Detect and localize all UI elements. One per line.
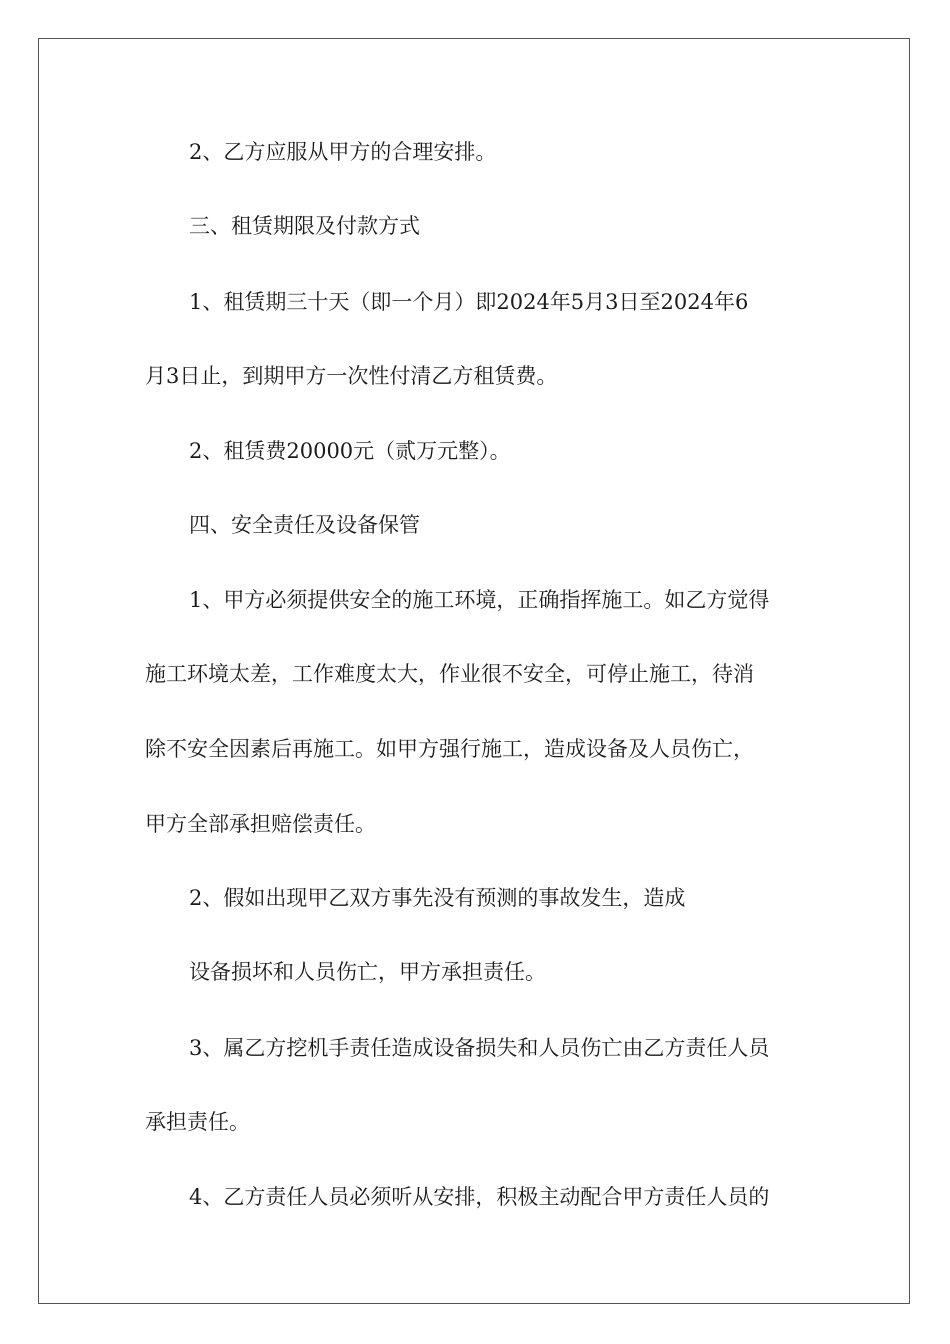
text-line: 设备损坏和人员伤亡，甲方承担责任。 (189, 960, 546, 984)
section-heading: 四、安全责任及设备保管 (189, 513, 420, 537)
text-line: 除不安全因素后再施工。如甲方强行施工，造成设备及人员伤亡， (145, 737, 754, 761)
text-line: 承担责任。 (145, 1110, 250, 1134)
text-line: 4、乙方责任人员必须听从安排，积极主动配合甲方责任人员的 (189, 1185, 770, 1209)
text-line: 3、属乙方挖机手责任造成设备损失和人员伤亡由乙方责任人员 (189, 1036, 770, 1060)
section-heading: 三、租赁期限及付款方式 (189, 214, 420, 238)
text-line: 月3日止，到期甲方一次性付清乙方租赁费。 (145, 364, 558, 388)
text-line: 1、甲方必须提供安全的施工环境，正确指挥施工。如乙方觉得 (189, 588, 770, 612)
text-line: 施工环境太差，工作难度太大，作业很不安全，可停止施工，待消 (145, 662, 754, 686)
text-line: 1、租赁期三十天（即一个月）即2024年5月3日至2024年6 (189, 290, 749, 314)
text-line: 2、假如出现甲乙双方事先没有预测的事故发生，造成 (189, 886, 686, 910)
text-line: 甲方全部承担赔偿责任。 (145, 812, 376, 836)
text-line: 2、乙方应服从甲方的合理安排。 (189, 140, 497, 164)
text-line: 2、租赁费20000元（贰万元整）。 (189, 439, 511, 463)
